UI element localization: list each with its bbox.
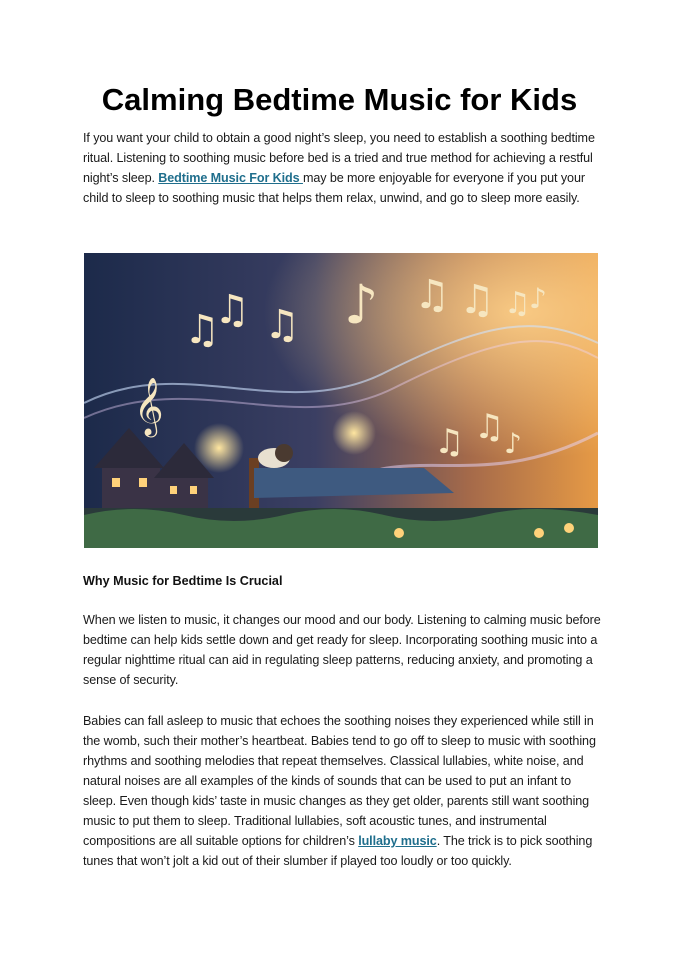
paragraph-text-end: . The trick is to pick soothing tunes that won’t jolt a kid out of their slumber if played too loudly or too quickly. [83,834,593,868]
bedtime-music-link[interactable]: Bedtime Music For Kids [158,171,303,185]
lullaby-music-link[interactable]: lullaby music [358,834,437,848]
section-heading: Why Music for Bedtime Is Crucial [83,574,283,588]
paragraph: When we listen to music, it changes our mood and our body. Listening to calming music before bedtime can help kids settle down and get ready for sleep. Incorporating soothing music into a regular nighttime ritual can aid in regulating sleep patterns, reducing anxiety, and promoting a sense of security. [83,613,601,687]
svg-text:♫: ♫ [264,302,300,348]
intro-paragraph [83,128,603,208]
svg-text:♫: ♫ [414,272,450,318]
svg-text:♫: ♫ [474,407,505,447]
svg-text:𝄞: 𝄞 [134,377,164,435]
paragraph [83,711,603,871]
intro-text: If you want your child to obtain a good night’s sleep, you need to establish a soothing bedtime ritual. Listening to soothing music before bed is a tried and true method for achieving a restful night’s sleep. [83,131,595,185]
intro-text-end: may be more enjoyable for everyone if you put your child to sleep to soothing music that helps them relax, unwind, and go to sleep more easily. [83,171,585,205]
svg-text:♪: ♪ [504,427,522,460]
svg-text:♪: ♪ [529,282,547,315]
svg-text:♫: ♫ [214,287,250,333]
bedtime-illustration [84,253,598,548]
svg-text:♫: ♫ [504,286,531,321]
svg-text:♫: ♫ [459,277,495,323]
svg-text:♫: ♫ [184,307,220,353]
paragraph-text: Babies can fall asleep to music that echoes the soothing noises they experienced while still in the womb, such their mother’s heartbeat. Babies tend to go off to sleep to music with soothing rhythms and soothing melodies that repeat themselves. Classical lullabies, white noise, and natural noises are all examples of the kinds of sounds that can be used to put an infant to sleep. Even though kids’ taste in music changes as they get older, parents still want soothing music to put them to sleep. Traditional lullabies, soft acoustic tunes, and instrumental compositions are all suitable options for children’s [83,714,596,848]
svg-text:♫: ♫ [434,422,465,462]
svg-text:♪: ♪ [344,273,379,336]
page-title: Calming Bedtime Music for Kids [101,82,578,117]
